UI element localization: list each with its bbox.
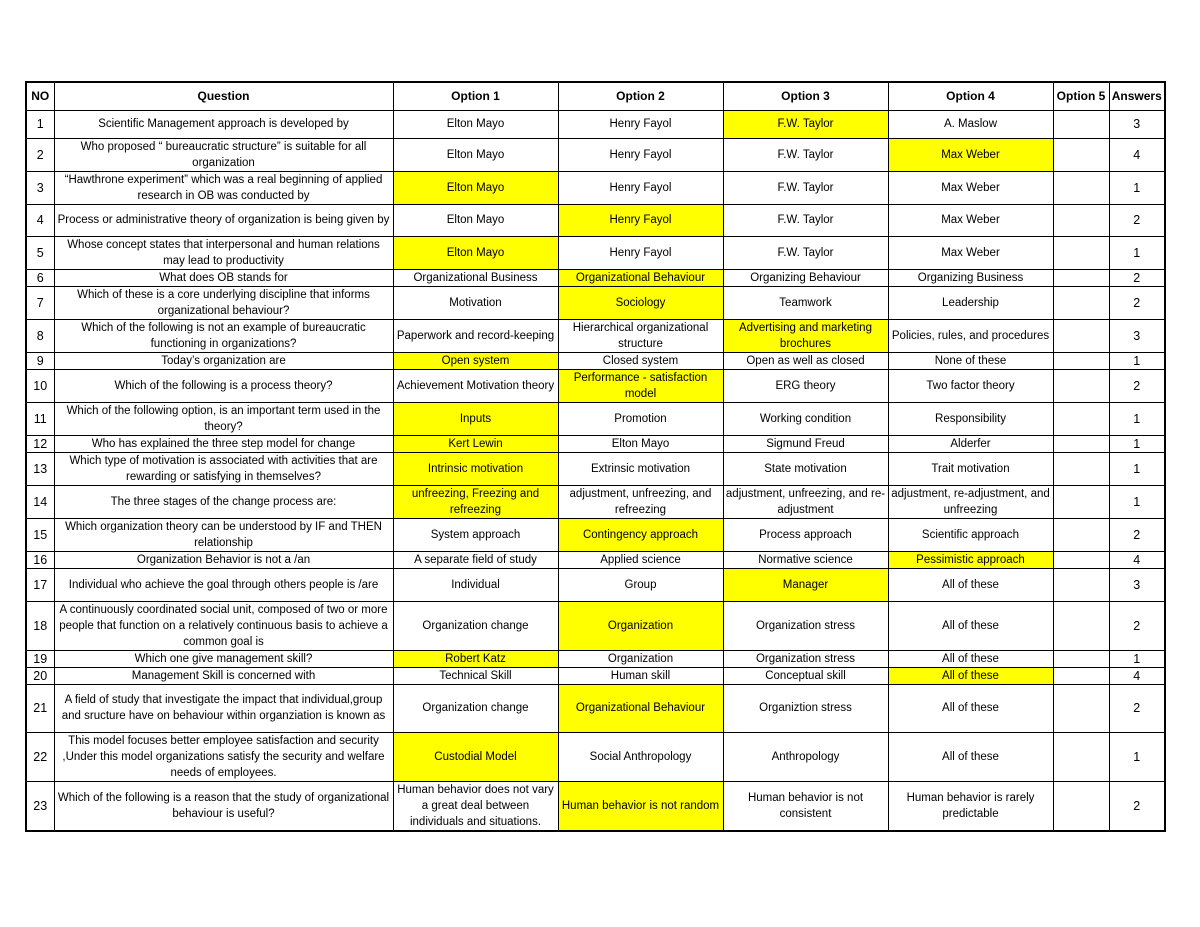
cell-no: 6 [26, 269, 54, 286]
cell-question: Which type of motivation is associated with activities that are rewarding or satisfying in themselves? [54, 452, 393, 485]
cell-answer: 4 [1109, 667, 1165, 684]
cell-option-1: Elton Mayo [393, 110, 558, 138]
cell-option-5 [1053, 402, 1109, 435]
cell-option-1: Organization change [393, 684, 558, 732]
cell-answer: 2 [1109, 269, 1165, 286]
cell-question: Which of the following option, is an important term used in the theory? [54, 402, 393, 435]
cell-option-4: Human behavior is rarely predictable [888, 781, 1053, 831]
table-row [26, 269, 1165, 286]
cell-option-1: Human behavior does not vary a great deal between individuals and situations. [393, 781, 558, 831]
cell-option-3: Advertising and marketing brochures [723, 319, 888, 352]
cell-option-2: Organization [558, 650, 723, 667]
cell-option-2: Henry Fayol [558, 236, 723, 269]
cell-option-4: All of these [888, 732, 1053, 781]
cell-option-3: Conceptual skill [723, 667, 888, 684]
cell-no: 10 [26, 369, 54, 402]
cell-option-5 [1053, 601, 1109, 650]
cell-option-2: Promotion [558, 402, 723, 435]
cell-no: 18 [26, 601, 54, 650]
cell-option-3: Human behavior is not consistent [723, 781, 888, 831]
cell-option-3: F.W. Taylor [723, 236, 888, 269]
cell-answer: 2 [1109, 684, 1165, 732]
header-option-4: Option 4 [888, 82, 1053, 110]
cell-option-5 [1053, 518, 1109, 551]
cell-option-5 [1053, 781, 1109, 831]
cell-no: 8 [26, 319, 54, 352]
cell-no: 16 [26, 551, 54, 568]
cell-question: Who has explained the three step model for change [54, 435, 393, 452]
cell-answer: 2 [1109, 781, 1165, 831]
cell-question: Which of the following is a reason that the study of organizational behaviour is useful? [54, 781, 393, 831]
cell-option-3: F.W. Taylor [723, 204, 888, 236]
cell-option-3: Manager [723, 568, 888, 601]
cell-option-5 [1053, 269, 1109, 286]
cell-option-1: Achievement Motivation theory [393, 369, 558, 402]
cell-option-4: All of these [888, 667, 1053, 684]
cell-no: 14 [26, 485, 54, 518]
cell-option-5 [1053, 485, 1109, 518]
cell-option-2: Contingency approach [558, 518, 723, 551]
table-row [26, 518, 1165, 551]
cell-answer: 2 [1109, 518, 1165, 551]
cell-option-1: Elton Mayo [393, 138, 558, 171]
cell-no: 20 [26, 667, 54, 684]
cell-question: Organization Behavior is not a /an [54, 551, 393, 568]
cell-option-2: Hierarchical organizational structure [558, 319, 723, 352]
cell-answer: 2 [1109, 369, 1165, 402]
cell-option-5 [1053, 171, 1109, 204]
cell-option-1: Elton Mayo [393, 204, 558, 236]
cell-option-4: Policies, rules, and procedures [888, 319, 1053, 352]
cell-option-3: ERG theory [723, 369, 888, 402]
table-row [26, 236, 1165, 269]
cell-option-5 [1053, 110, 1109, 138]
cell-option-2: Performance - satisfaction model [558, 369, 723, 402]
cell-option-2: Henry Fayol [558, 204, 723, 236]
cell-option-1: Organizational Business [393, 269, 558, 286]
header-option-5: Option 5 [1053, 82, 1109, 110]
cell-option-5 [1053, 732, 1109, 781]
table-row [26, 319, 1165, 352]
cell-option-2: Henry Fayol [558, 138, 723, 171]
cell-question: A field of study that investigate the impact that individual,group and sructure have on behaviour within organziation is known as [54, 684, 393, 732]
cell-answer: 3 [1109, 319, 1165, 352]
cell-option-3: Process approach [723, 518, 888, 551]
cell-no: 17 [26, 568, 54, 601]
cell-option-3: Organization stress [723, 650, 888, 667]
cell-no: 15 [26, 518, 54, 551]
cell-option-4: Leadership [888, 286, 1053, 319]
table-row [26, 667, 1165, 684]
cell-option-1: Custodial Model [393, 732, 558, 781]
cell-option-4: A. Maslow [888, 110, 1053, 138]
cell-option-3: Normative science [723, 551, 888, 568]
cell-option-4: Max Weber [888, 171, 1053, 204]
cell-option-4: Max Weber [888, 204, 1053, 236]
cell-answer: 2 [1109, 601, 1165, 650]
cell-question: Which of the following is a process theory? [54, 369, 393, 402]
cell-answer: 1 [1109, 485, 1165, 518]
cell-option-5 [1053, 319, 1109, 352]
table-row [26, 369, 1165, 402]
cell-no: 22 [26, 732, 54, 781]
cell-option-5 [1053, 684, 1109, 732]
cell-no: 11 [26, 402, 54, 435]
cell-question: Scientific Management approach is developed by [54, 110, 393, 138]
cell-option-3: Anthropology [723, 732, 888, 781]
cell-option-1: Motivation [393, 286, 558, 319]
cell-option-4: All of these [888, 568, 1053, 601]
cell-answer: 1 [1109, 452, 1165, 485]
cell-question: What does OB stands for [54, 269, 393, 286]
cell-option-4: Max Weber [888, 236, 1053, 269]
table-row [26, 732, 1165, 781]
cell-option-2: Henry Fayol [558, 171, 723, 204]
cell-option-2: Elton Mayo [558, 435, 723, 452]
cell-option-1: System approach [393, 518, 558, 551]
cell-option-3: State motivation [723, 452, 888, 485]
table-row [26, 650, 1165, 667]
header-no: NO [26, 82, 54, 110]
cell-option-5 [1053, 204, 1109, 236]
cell-question: “Hawthrone experiment” which was a real beginning of applied research in OB was conducted by [54, 171, 393, 204]
cell-option-5 [1053, 551, 1109, 568]
cell-no: 1 [26, 110, 54, 138]
cell-answer: 3 [1109, 110, 1165, 138]
cell-option-4: Responsibility [888, 402, 1053, 435]
cell-option-4: All of these [888, 684, 1053, 732]
cell-no: 7 [26, 286, 54, 319]
cell-option-2: Human behavior is not random [558, 781, 723, 831]
question-table [25, 81, 1166, 832]
table-row [26, 110, 1165, 138]
cell-question: Which organization theory can be understood by IF and THEN relationship [54, 518, 393, 551]
table-row [26, 684, 1165, 732]
cell-no: 19 [26, 650, 54, 667]
cell-question: Process or administrative theory of organization is being given by [54, 204, 393, 236]
cell-option-2: Social Anthropology [558, 732, 723, 781]
cell-no: 2 [26, 138, 54, 171]
cell-option-5 [1053, 667, 1109, 684]
cell-question: Which of the following is not an example of bureaucratic functioning in organizations? [54, 319, 393, 352]
cell-answer: 4 [1109, 551, 1165, 568]
cell-option-2: Extrinsic motivation [558, 452, 723, 485]
cell-option-5 [1053, 568, 1109, 601]
cell-option-2: Human skill [558, 667, 723, 684]
header-row [26, 82, 1165, 110]
cell-option-3: Organizing Behaviour [723, 269, 888, 286]
cell-option-5 [1053, 435, 1109, 452]
cell-no: 23 [26, 781, 54, 831]
cell-answer: 2 [1109, 286, 1165, 319]
cell-option-5 [1053, 138, 1109, 171]
cell-option-3: F.W. Taylor [723, 110, 888, 138]
cell-option-2: Sociology [558, 286, 723, 319]
cell-option-1: A separate field of study [393, 551, 558, 568]
cell-question: Which one give management skill? [54, 650, 393, 667]
cell-option-1: Individual [393, 568, 558, 601]
cell-answer: 2 [1109, 204, 1165, 236]
cell-option-5 [1053, 286, 1109, 319]
cell-question: Today’s organization are [54, 352, 393, 369]
table-row [26, 781, 1165, 831]
cell-answer: 1 [1109, 236, 1165, 269]
cell-option-4: Two factor theory [888, 369, 1053, 402]
table-row [26, 452, 1165, 485]
cell-option-5 [1053, 369, 1109, 402]
cell-option-3: Sigmund Freud [723, 435, 888, 452]
table-row [26, 352, 1165, 369]
cell-option-4: adjustment, re-adjustment, and unfreezing [888, 485, 1053, 518]
cell-option-3: Teamwork [723, 286, 888, 319]
cell-question: The three stages of the change process are: [54, 485, 393, 518]
cell-answer: 1 [1109, 732, 1165, 781]
cell-no: 4 [26, 204, 54, 236]
cell-option-4: Trait motivation [888, 452, 1053, 485]
cell-question: A continuously coordinated social unit, composed of two or more people that function on a relatively continuous basis to achieve a common goal is [54, 601, 393, 650]
cell-option-3: adjustment, unfreezing, and re-adjustment [723, 485, 888, 518]
cell-option-5 [1053, 236, 1109, 269]
cell-option-4: Pessimistic approach [888, 551, 1053, 568]
cell-option-4: Max Weber [888, 138, 1053, 171]
cell-option-1: Elton Mayo [393, 236, 558, 269]
cell-no: 21 [26, 684, 54, 732]
cell-question: Who proposed “ bureaucratic structure” is suitable for all organization [54, 138, 393, 171]
cell-question: Whose concept states that interpersonal and human relations may lead to productivity [54, 236, 393, 269]
cell-option-4: Scientific approach [888, 518, 1053, 551]
cell-option-1: Intrinsic motivation [393, 452, 558, 485]
cell-option-3: Working condition [723, 402, 888, 435]
cell-option-1: Robert Katz [393, 650, 558, 667]
cell-answer: 1 [1109, 402, 1165, 435]
cell-no: 5 [26, 236, 54, 269]
cell-option-1: Technical Skill [393, 667, 558, 684]
cell-option-2: Henry Fayol [558, 110, 723, 138]
cell-option-2: Closed system [558, 352, 723, 369]
cell-option-2: Organization [558, 601, 723, 650]
table-row [26, 138, 1165, 171]
cell-answer: 1 [1109, 650, 1165, 667]
cell-option-2: Group [558, 568, 723, 601]
header-answers: Answers [1109, 82, 1165, 110]
table-row [26, 204, 1165, 236]
table-row [26, 485, 1165, 518]
table-row [26, 551, 1165, 568]
cell-question: Individual who achieve the goal through others people is /are [54, 568, 393, 601]
cell-no: 12 [26, 435, 54, 452]
cell-option-1: Paperwork and record-keeping [393, 319, 558, 352]
cell-question: Which of these is a core underlying discipline that informs organizational behaviour? [54, 286, 393, 319]
cell-option-5 [1053, 352, 1109, 369]
header-question: Question [54, 82, 393, 110]
header-option-3: Option 3 [723, 82, 888, 110]
cell-option-1: Elton Mayo [393, 171, 558, 204]
cell-option-3: Open as well as closed [723, 352, 888, 369]
cell-option-2: Organizational Behaviour [558, 684, 723, 732]
cell-question: This model focuses better employee satisfaction and security ,Under this model organizations satisfy the security and welfare needs of employees. [54, 732, 393, 781]
header-option-2: Option 2 [558, 82, 723, 110]
cell-option-1: Organization change [393, 601, 558, 650]
cell-option-2: Organizational Behaviour [558, 269, 723, 286]
cell-option-1: Kert Lewin [393, 435, 558, 452]
cell-option-4: Organizing Business [888, 269, 1053, 286]
cell-no: 9 [26, 352, 54, 369]
cell-option-1: Inputs [393, 402, 558, 435]
cell-question: Management Skill is concerned with [54, 667, 393, 684]
table-row [26, 402, 1165, 435]
cell-option-2: Applied science [558, 551, 723, 568]
cell-answer: 3 [1109, 568, 1165, 601]
table-row [26, 601, 1165, 650]
table-row [26, 435, 1165, 452]
cell-option-4: None of these [888, 352, 1053, 369]
cell-answer: 4 [1109, 138, 1165, 171]
cell-option-1: Open system [393, 352, 558, 369]
cell-answer: 1 [1109, 352, 1165, 369]
header-option-1: Option 1 [393, 82, 558, 110]
cell-option-4: All of these [888, 601, 1053, 650]
cell-option-5 [1053, 452, 1109, 485]
cell-no: 13 [26, 452, 54, 485]
table-row [26, 171, 1165, 204]
cell-option-3: F.W. Taylor [723, 171, 888, 204]
cell-no: 3 [26, 171, 54, 204]
cell-option-3: F.W. Taylor [723, 138, 888, 171]
cell-answer: 1 [1109, 435, 1165, 452]
cell-option-3: Organiztion stress [723, 684, 888, 732]
table-row [26, 286, 1165, 319]
cell-answer: 1 [1109, 171, 1165, 204]
cell-option-2: adjustment, unfreezing, and refreezing [558, 485, 723, 518]
cell-option-3: Organization stress [723, 601, 888, 650]
table-row [26, 568, 1165, 601]
cell-option-5 [1053, 650, 1109, 667]
cell-option-4: All of these [888, 650, 1053, 667]
cell-option-4: Alderfer [888, 435, 1053, 452]
cell-option-1: unfreezing, Freezing and refreezing [393, 485, 558, 518]
